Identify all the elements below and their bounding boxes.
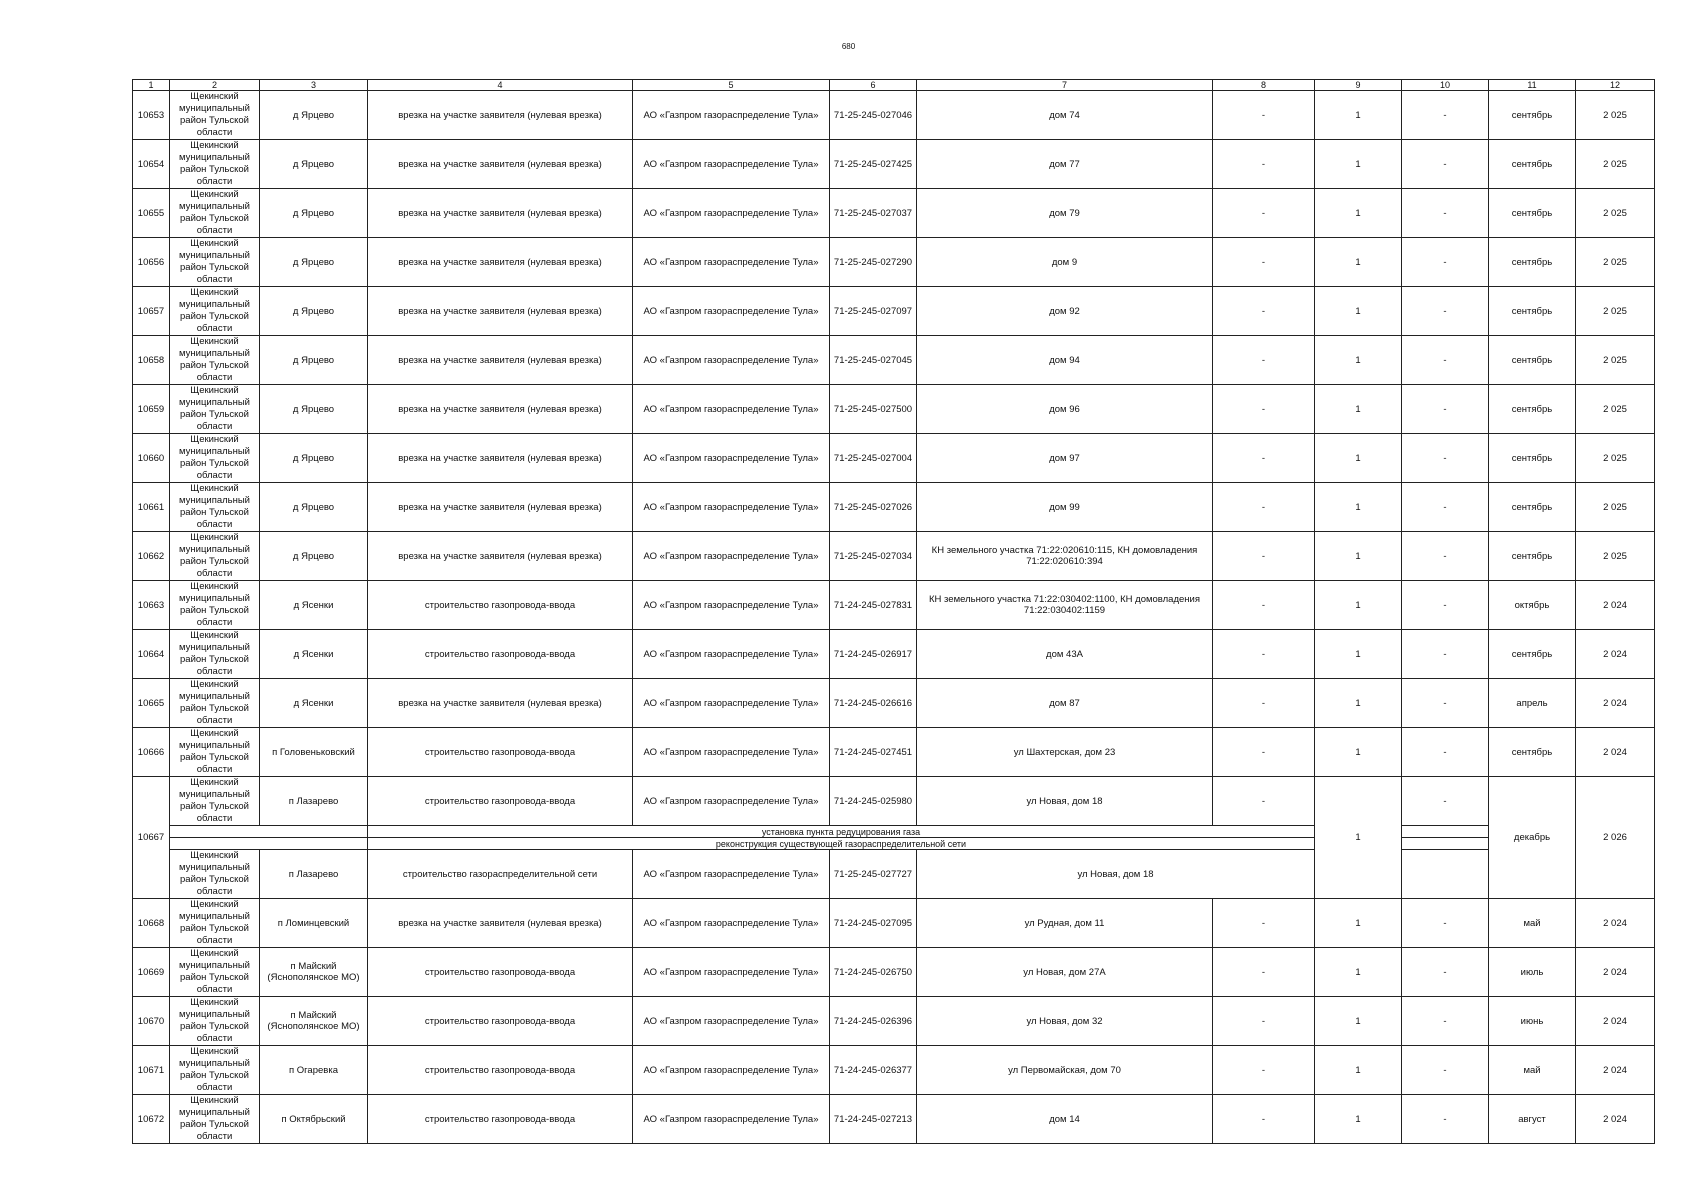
table-row — [133, 91, 1655, 140]
month-cell: сентябрь — [1489, 91, 1576, 140]
month-cell: апрель — [1489, 679, 1576, 728]
year-cell: 2 025 — [1576, 385, 1655, 434]
address-cell: ул Новая, дом 32 — [917, 997, 1213, 1046]
row-number-cell: 10655 — [133, 189, 170, 238]
col10-cell: - — [1402, 434, 1489, 483]
district-cell: Щекинский муниципальный район Тульской области — [170, 777, 260, 826]
column-number-header — [133, 80, 1655, 91]
col10-cell: - — [1402, 630, 1489, 679]
locality-cell: д Ярцево — [260, 532, 368, 581]
work-type-cell: строительство газопровода-ввода — [368, 997, 633, 1046]
col8-cell: - — [1213, 532, 1315, 581]
row-number-cell: 10671 — [133, 1046, 170, 1095]
application-code-cell: 71-25-245-027026 — [830, 483, 917, 532]
locality-cell: д Ярцево — [260, 287, 368, 336]
row-number-cell: 10666 — [133, 728, 170, 777]
year-cell: 2 025 — [1576, 532, 1655, 581]
application-code-cell: 71-24-245-027831 — [830, 581, 917, 630]
col10-cell: - — [1402, 581, 1489, 630]
district-cell: Щекинский муниципальный район Тульской области — [170, 899, 260, 948]
address-cell: ул Новая, дом 18 — [917, 777, 1213, 826]
col10-cell: - — [1402, 899, 1489, 948]
table-subrow — [133, 826, 1655, 838]
column-header: 8 — [1213, 80, 1315, 91]
district-cell: Щекинский муниципальный район Тульской области — [170, 189, 260, 238]
work-type-cell: врезка на участке заявителя (нулевая врезка) — [368, 189, 633, 238]
district-cell: Щекинский муниципальный район Тульской области — [170, 238, 260, 287]
application-code-cell: 71-25-245-027425 — [830, 140, 917, 189]
application-code-cell: 71-25-245-027097 — [830, 287, 917, 336]
address-cell: дом 9 — [917, 238, 1213, 287]
year-cell: 2 025 — [1576, 238, 1655, 287]
col9-cell: 1 — [1315, 532, 1402, 581]
year-cell: 2 024 — [1576, 948, 1655, 997]
organization-cell: АО «Газпром газораспределение Тула» — [633, 948, 830, 997]
month-cell: август — [1489, 1095, 1576, 1144]
work-type-cell: врезка на участке заявителя (нулевая врезка) — [368, 91, 633, 140]
district-cell: Щекинский муниципальный район Тульской области — [170, 850, 260, 899]
month-cell: сентябрь — [1489, 336, 1576, 385]
application-code-cell: 71-24-245-026616 — [830, 679, 917, 728]
column-header: 5 — [633, 80, 830, 91]
col9-cell: 1 — [1315, 997, 1402, 1046]
application-code-cell: 71-24-245-026396 — [830, 997, 917, 1046]
month-cell: сентябрь — [1489, 189, 1576, 238]
year-cell: 2 024 — [1576, 728, 1655, 777]
address-cell: ул Рудная, дом 11 — [917, 899, 1213, 948]
work-type-cell: врезка на участке заявителя (нулевая врезка) — [368, 434, 633, 483]
work-type-cell: врезка на участке заявителя (нулевая врезка) — [368, 385, 633, 434]
district-cell: Щекинский муниципальный район Тульской области — [170, 434, 260, 483]
col10-cell: - — [1402, 189, 1489, 238]
col8-cell: - — [1213, 91, 1315, 140]
year-cell: 2 025 — [1576, 140, 1655, 189]
district-cell: Щекинский муниципальный район Тульской области — [170, 287, 260, 336]
organization-cell: АО «Газпром газораспределение Тула» — [633, 287, 830, 336]
table-row — [133, 434, 1655, 483]
table-row — [133, 679, 1655, 728]
address-cell: дом 77 — [917, 140, 1213, 189]
application-code-cell: 71-25-245-027034 — [830, 532, 917, 581]
locality-cell: п Головеньковский — [260, 728, 368, 777]
table-row — [133, 287, 1655, 336]
row-number-cell: 10657 — [133, 287, 170, 336]
blank-cell — [1402, 838, 1489, 850]
col9-cell: 1 — [1315, 140, 1402, 189]
organization-cell: АО «Газпром газораспределение Тула» — [633, 630, 830, 679]
organization-cell: АО «Газпром газораспределение Тула» — [633, 1046, 830, 1095]
table-row — [133, 728, 1655, 777]
col9-cell: 1 — [1315, 336, 1402, 385]
col8-cell: - — [1213, 483, 1315, 532]
year-cell: 2 025 — [1576, 287, 1655, 336]
table-row — [133, 385, 1655, 434]
col10-cell: - — [1402, 679, 1489, 728]
organization-cell: АО «Газпром газораспределение Тула» — [633, 140, 830, 189]
locality-cell: д Ярцево — [260, 140, 368, 189]
application-code-cell: 71-25-245-027037 — [830, 189, 917, 238]
district-cell: Щекинский муниципальный район Тульской области — [170, 948, 260, 997]
col8-cell: - — [1213, 336, 1315, 385]
row-number-cell: 10672 — [133, 1095, 170, 1144]
application-code-cell: 71-25-245-027500 — [830, 385, 917, 434]
col8-cell: - — [1213, 630, 1315, 679]
district-cell: Щекинский муниципальный район Тульской области — [170, 336, 260, 385]
year-cell: 2 024 — [1576, 679, 1655, 728]
col9-cell: 1 — [1315, 189, 1402, 238]
month-cell: октябрь — [1489, 581, 1576, 630]
work-type-cell: врезка на участке заявителя (нулевая врезка) — [368, 532, 633, 581]
year-cell: 2 024 — [1576, 1095, 1655, 1144]
locality-cell: п Майский (Яснополянское МО) — [260, 997, 368, 1046]
blank-cell — [1402, 850, 1489, 899]
table-row — [133, 581, 1655, 630]
col10-cell: - — [1402, 532, 1489, 581]
application-code-cell: 71-25-245-027046 — [830, 91, 917, 140]
row-number-cell: 10660 — [133, 434, 170, 483]
work-type-cell: врезка на участке заявителя (нулевая врезка) — [368, 483, 633, 532]
district-cell: Щекинский муниципальный район Тульской области — [170, 581, 260, 630]
month-cell: сентябрь — [1489, 287, 1576, 336]
application-code-cell: 71-24-245-026377 — [830, 1046, 917, 1095]
table-row — [133, 630, 1655, 679]
col9-cell: 1 — [1315, 581, 1402, 630]
locality-cell: д Ярцево — [260, 189, 368, 238]
col9-cell: 1 — [1315, 238, 1402, 287]
year-cell: 2 025 — [1576, 434, 1655, 483]
table-row — [133, 850, 1655, 899]
work-type-cell: врезка на участке заявителя (нулевая врезка) — [368, 679, 633, 728]
organization-cell: АО «Газпром газораспределение Тула» — [633, 532, 830, 581]
work-type-cell: врезка на участке заявителя (нулевая врезка) — [368, 899, 633, 948]
table-row — [133, 336, 1655, 385]
table-row — [133, 777, 1655, 826]
locality-cell: д Ясенки — [260, 581, 368, 630]
organization-cell: АО «Газпром газораспределение Тула» — [633, 1095, 830, 1144]
address-cell: ул Новая, дом 27А — [917, 948, 1213, 997]
work-type-cell: строительство газораспределительной сети — [368, 850, 633, 899]
work-type-cell: врезка на участке заявителя (нулевая врезка) — [368, 336, 633, 385]
work-type-cell: врезка на участке заявителя (нулевая врезка) — [368, 238, 633, 287]
application-code-cell: 71-24-245-027095 — [830, 899, 917, 948]
address-cell: дом 87 — [917, 679, 1213, 728]
table-row — [133, 140, 1655, 189]
row-number-cell: 10668 — [133, 899, 170, 948]
row-number-cell: 10654 — [133, 140, 170, 189]
organization-cell: АО «Газпром газораспределение Тула» — [633, 434, 830, 483]
locality-cell: п Лазарево — [260, 850, 368, 899]
col9-cell: 1 — [1315, 483, 1402, 532]
address-cell: КН земельного участка 71:22:030402:1100, КН домовладения 71:22:030402:1159 — [917, 581, 1213, 630]
table-row — [133, 1046, 1655, 1095]
col8-cell: - — [1213, 948, 1315, 997]
note-cell: реконструкция существующей газораспределительной сети — [368, 838, 1315, 850]
locality-cell: п Октябрьский — [260, 1095, 368, 1144]
table-row — [133, 948, 1655, 997]
note-cell: установка пункта редуцирования газа — [368, 826, 1315, 838]
column-header: 12 — [1576, 80, 1655, 91]
month-cell: декабрь — [1489, 777, 1576, 899]
blank-cell — [1402, 826, 1489, 838]
address-cell: ул Новая, дом 18 — [917, 850, 1315, 899]
blank-cell — [170, 838, 368, 850]
address-cell: дом 14 — [917, 1095, 1213, 1144]
address-cell: дом 79 — [917, 189, 1213, 238]
organization-cell: АО «Газпром газораспределение Тула» — [633, 581, 830, 630]
organization-cell: АО «Газпром газораспределение Тула» — [633, 997, 830, 1046]
organization-cell: АО «Газпром газораспределение Тула» — [633, 483, 830, 532]
col9-cell: 1 — [1315, 777, 1402, 899]
col10-cell: - — [1402, 238, 1489, 287]
year-cell: 2 025 — [1576, 336, 1655, 385]
row-number-cell: 10653 — [133, 91, 170, 140]
month-cell: сентябрь — [1489, 483, 1576, 532]
address-cell: дом 74 — [917, 91, 1213, 140]
address-cell: ул Шахтерская, дом 23 — [917, 728, 1213, 777]
application-code-cell: 71-24-245-026917 — [830, 630, 917, 679]
address-cell: КН земельного участка 71:22:020610:115, КН домовладения 71:22:020610:394 — [917, 532, 1213, 581]
district-cell: Щекинский муниципальный район Тульской области — [170, 385, 260, 434]
col8-cell: - — [1213, 997, 1315, 1046]
column-header: 1 — [133, 80, 170, 91]
year-cell: 2 024 — [1576, 630, 1655, 679]
column-header: 11 — [1489, 80, 1576, 91]
locality-cell: п Лазарево — [260, 777, 368, 826]
district-cell: Щекинский муниципальный район Тульской области — [170, 532, 260, 581]
month-cell: сентябрь — [1489, 532, 1576, 581]
row-number-cell: 10662 — [133, 532, 170, 581]
row-number-cell: 10669 — [133, 948, 170, 997]
col10-cell: - — [1402, 140, 1489, 189]
col8-cell: - — [1213, 728, 1315, 777]
month-cell: сентябрь — [1489, 385, 1576, 434]
col10-cell: - — [1402, 997, 1489, 1046]
application-code-cell: 71-24-245-026750 — [830, 948, 917, 997]
address-cell: дом 92 — [917, 287, 1213, 336]
column-header: 9 — [1315, 80, 1402, 91]
district-cell: Щекинский муниципальный район Тульской области — [170, 997, 260, 1046]
application-code-cell: 71-25-245-027727 — [830, 850, 917, 899]
col8-cell: - — [1213, 1095, 1315, 1144]
col8-cell: - — [1213, 385, 1315, 434]
month-cell: сентябрь — [1489, 434, 1576, 483]
organization-cell: АО «Газпром газораспределение Тула» — [633, 899, 830, 948]
blank-cell — [170, 826, 368, 838]
year-cell: 2 025 — [1576, 483, 1655, 532]
row-number-cell: 10670 — [133, 997, 170, 1046]
month-cell: май — [1489, 899, 1576, 948]
col8-cell: - — [1213, 679, 1315, 728]
column-header: 3 — [260, 80, 368, 91]
col9-cell: 1 — [1315, 630, 1402, 679]
month-cell: июнь — [1489, 997, 1576, 1046]
year-cell: 2 025 — [1576, 91, 1655, 140]
month-cell: сентябрь — [1489, 630, 1576, 679]
col9-cell: 1 — [1315, 899, 1402, 948]
address-cell: дом 43А — [917, 630, 1213, 679]
year-cell: 2 026 — [1576, 777, 1655, 899]
row-number-cell: 10667 — [133, 777, 170, 899]
locality-cell: д Ярцево — [260, 336, 368, 385]
locality-cell: д Ярцево — [260, 238, 368, 287]
organization-cell: АО «Газпром газораспределение Тула» — [633, 238, 830, 287]
organization-cell: АО «Газпром газораспределение Тула» — [633, 189, 830, 238]
locality-cell: п Ломинцевский — [260, 899, 368, 948]
district-cell: Щекинский муниципальный район Тульской области — [170, 91, 260, 140]
work-type-cell: врезка на участке заявителя (нулевая врезка) — [368, 287, 633, 336]
work-type-cell: врезка на участке заявителя (нулевая врезка) — [368, 140, 633, 189]
application-code-cell: 71-24-245-027213 — [830, 1095, 917, 1144]
organization-cell: АО «Газпром газораспределение Тула» — [633, 91, 830, 140]
district-cell: Щекинский муниципальный район Тульской области — [170, 1046, 260, 1095]
col8-cell: - — [1213, 777, 1315, 826]
district-cell: Щекинский муниципальный район Тульской области — [170, 630, 260, 679]
work-type-cell: строительство газопровода-ввода — [368, 1095, 633, 1144]
col8-cell: - — [1213, 434, 1315, 483]
page-number: 680 — [841, 42, 856, 51]
locality-cell: д Ясенки — [260, 630, 368, 679]
row-number-cell: 10659 — [133, 385, 170, 434]
district-cell: Щекинский муниципальный район Тульской области — [170, 728, 260, 777]
locality-cell: д Ясенки — [260, 679, 368, 728]
col9-cell: 1 — [1315, 91, 1402, 140]
column-header: 4 — [368, 80, 633, 91]
table-row — [133, 899, 1655, 948]
application-code-cell: 71-25-245-027045 — [830, 336, 917, 385]
col8-cell: - — [1213, 140, 1315, 189]
application-code-cell: 71-24-245-025980 — [830, 777, 917, 826]
col10-cell: - — [1402, 287, 1489, 336]
column-header: 7 — [917, 80, 1213, 91]
col8-cell: - — [1213, 899, 1315, 948]
locality-cell: д Ярцево — [260, 483, 368, 532]
year-cell: 2 024 — [1576, 997, 1655, 1046]
col9-cell: 1 — [1315, 1046, 1402, 1095]
organization-cell: АО «Газпром газораспределение Тула» — [633, 336, 830, 385]
table-row — [133, 238, 1655, 287]
work-type-cell: строительство газопровода-ввода — [368, 728, 633, 777]
col9-cell: 1 — [1315, 287, 1402, 336]
row-number-cell: 10665 — [133, 679, 170, 728]
work-type-cell: строительство газопровода-ввода — [368, 581, 633, 630]
col9-cell: 1 — [1315, 434, 1402, 483]
year-cell: 2 024 — [1576, 581, 1655, 630]
col8-cell: - — [1213, 287, 1315, 336]
locality-cell: п Огаревка — [260, 1046, 368, 1095]
col10-cell: - — [1402, 1095, 1489, 1144]
address-cell: дом 96 — [917, 385, 1213, 434]
address-cell: дом 99 — [917, 483, 1213, 532]
organization-cell: АО «Газпром газораспределение Тула» — [633, 728, 830, 777]
district-cell: Щекинский муниципальный район Тульской области — [170, 140, 260, 189]
row-number-cell: 10663 — [133, 581, 170, 630]
month-cell: май — [1489, 1046, 1576, 1095]
month-cell: сентябрь — [1489, 238, 1576, 287]
col10-cell: - — [1402, 483, 1489, 532]
col8-cell: - — [1213, 238, 1315, 287]
table-subrow — [133, 838, 1655, 850]
column-header: 6 — [830, 80, 917, 91]
col10-cell: - — [1402, 91, 1489, 140]
month-cell: июль — [1489, 948, 1576, 997]
address-cell: ул Первомайская, дом 70 — [917, 1046, 1213, 1095]
col8-cell: - — [1213, 189, 1315, 238]
table-row — [133, 189, 1655, 238]
month-cell: сентябрь — [1489, 728, 1576, 777]
col10-cell: - — [1402, 385, 1489, 434]
col9-cell: 1 — [1315, 385, 1402, 434]
district-cell: Щекинский муниципальный район Тульской области — [170, 483, 260, 532]
work-type-cell: строительство газопровода-ввода — [368, 1046, 633, 1095]
col10-cell: - — [1402, 336, 1489, 385]
application-code-cell: 71-24-245-027451 — [830, 728, 917, 777]
row-number-cell: 10664 — [133, 630, 170, 679]
table-row — [133, 483, 1655, 532]
address-cell: дом 94 — [917, 336, 1213, 385]
work-type-cell: строительство газопровода-ввода — [368, 948, 633, 997]
col10-cell: - — [1402, 728, 1489, 777]
work-type-cell: строительство газопровода-ввода — [368, 630, 633, 679]
col10-cell: - — [1402, 777, 1489, 826]
organization-cell: АО «Газпром газораспределение Тула» — [633, 679, 830, 728]
col10-cell: - — [1402, 1046, 1489, 1095]
column-header: 2 — [170, 80, 260, 91]
column-header: 10 — [1402, 80, 1489, 91]
row-number-cell: 10658 — [133, 336, 170, 385]
col9-cell: 1 — [1315, 1095, 1402, 1144]
col8-cell: - — [1213, 581, 1315, 630]
application-code-cell: 71-25-245-027290 — [830, 238, 917, 287]
col10-cell: - — [1402, 948, 1489, 997]
col9-cell: 1 — [1315, 679, 1402, 728]
application-code-cell: 71-25-245-027004 — [830, 434, 917, 483]
year-cell: 2 024 — [1576, 1046, 1655, 1095]
table-row — [133, 1095, 1655, 1144]
address-cell: дом 97 — [917, 434, 1213, 483]
locality-cell: д Ярцево — [260, 91, 368, 140]
table-row — [133, 997, 1655, 1046]
district-cell: Щекинский муниципальный район Тульской области — [170, 1095, 260, 1144]
organization-cell: АО «Газпром газораспределение Тула» — [633, 850, 830, 899]
table-row — [133, 532, 1655, 581]
year-cell: 2 024 — [1576, 899, 1655, 948]
locality-cell: д Ярцево — [260, 434, 368, 483]
year-cell: 2 025 — [1576, 189, 1655, 238]
col9-cell: 1 — [1315, 728, 1402, 777]
row-number-cell: 10661 — [133, 483, 170, 532]
locality-cell: д Ярцево — [260, 385, 368, 434]
work-type-cell: строительство газопровода-ввода — [368, 777, 633, 826]
row-number-cell: 10656 — [133, 238, 170, 287]
organization-cell: АО «Газпром газораспределение Тула» — [633, 385, 830, 434]
month-cell: сентябрь — [1489, 140, 1576, 189]
organization-cell: АО «Газпром газораспределение Тула» — [633, 777, 830, 826]
col9-cell: 1 — [1315, 948, 1402, 997]
locality-cell: п Майский (Яснополянское МО) — [260, 948, 368, 997]
district-cell: Щекинский муниципальный район Тульской области — [170, 679, 260, 728]
col8-cell: - — [1213, 1046, 1315, 1095]
gasification-table — [132, 79, 1655, 1144]
